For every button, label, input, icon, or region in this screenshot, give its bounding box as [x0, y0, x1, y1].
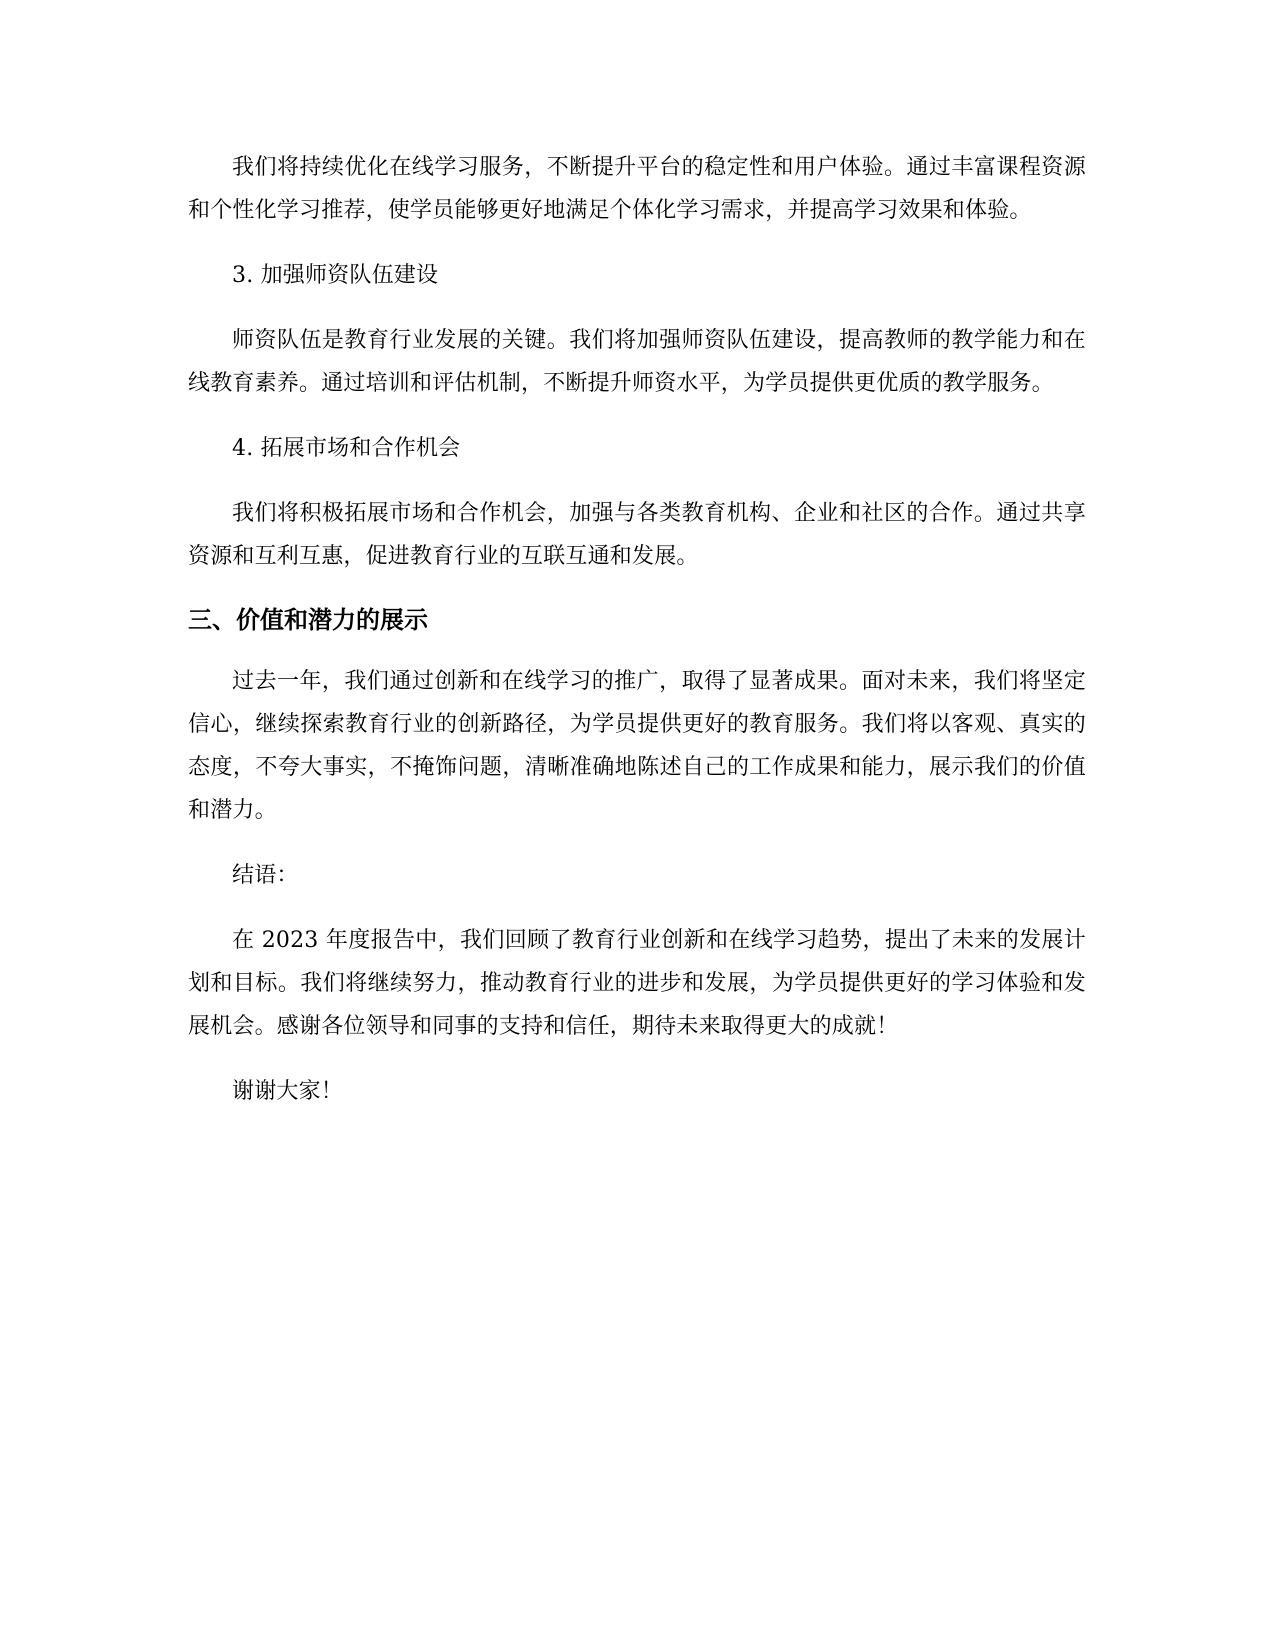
closing-thanks: 谢谢大家！	[232, 1079, 344, 1104]
list-item-title-3: 3. 加强师资队伍建设	[232, 263, 439, 288]
conclusion-label: 结语：	[232, 863, 299, 888]
document-body	[188, 146, 1086, 1135]
paragraph-market-cooperation: 我们将积极拓展市场和合作机会，加强与各类教育机构、企业和社区的合作。通过共享资源和互利互惠，促进教育行业的互联互通和发展。	[188, 501, 1086, 569]
paragraph-value-potential: 过去一年，我们通过创新和在线学习的推广，取得了显著成果。面对未来，我们将坚定信心，继续探索教育行业的创新路径，为学员提供更好的教育服务。我们将以客观、真实的态度，不夸大事实，不掩饰问题，清晰准确地陈述自己的工作成果和能力，展示我们的价值和潜力。	[188, 669, 1086, 823]
list-item-title-4: 4. 拓展市场和合作机会	[232, 436, 461, 461]
paragraph-teaching-staff: 师资队伍是教育行业发展的关键。我们将加强师资队伍建设，提高教师的教学能力和在线教育素养。通过培训和评估机制，不断提升师资水平，为学员提供更优质的教学服务。	[188, 328, 1086, 396]
paragraph-conclusion: 在 2023 年度报告中，我们回顾了教育行业创新和在线学习趋势，提出了未来的发展计划和目标。我们将继续努力，推动教育行业的进步和发展，为学员提供更好的学习体验和发展机会。感谢各位领导和同事的支持和信任，期待未来取得更大的成就！	[188, 928, 1086, 1039]
section-heading-value-potential: 三、价值和潜力的展示	[188, 606, 428, 634]
paragraph-online-learning: 我们将持续优化在线学习服务，不断提升平台的稳定性和用户体验。通过丰富课程资源和个性化学习推荐，使学员能够更好地满足个体化学习需求，并提高学习效果和体验。	[188, 155, 1086, 223]
